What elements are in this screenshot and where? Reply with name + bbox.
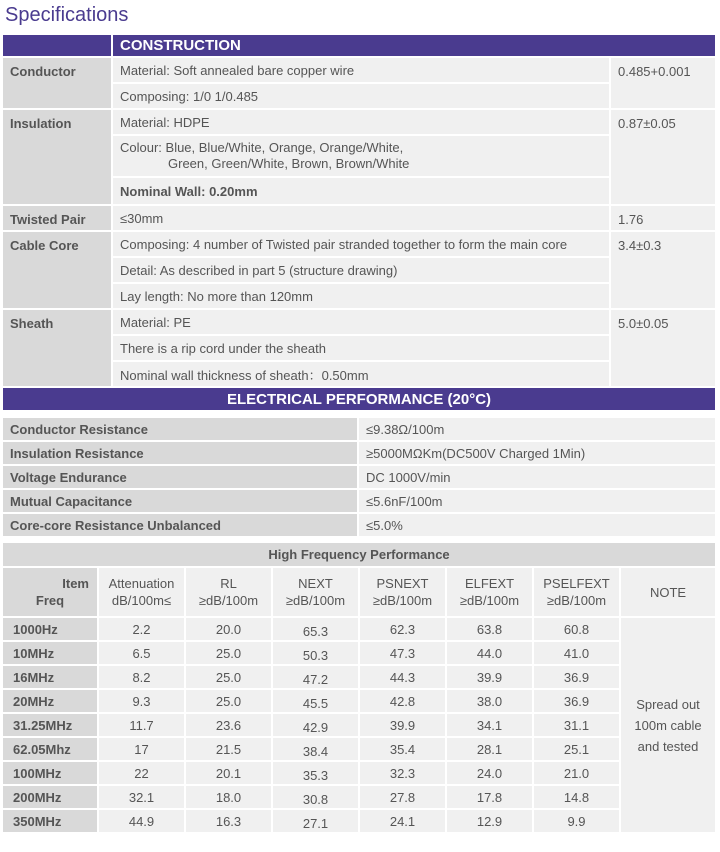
item-freq-header: Item Freq (3, 568, 99, 618)
value-cell: 28.1 (447, 738, 534, 762)
value-cell: 38.4 (273, 738, 360, 762)
cable-core-detail: Detail: As described in part 5 (structure drawing) (113, 258, 611, 284)
value-cell: 65.3 (273, 618, 360, 642)
elec-label: Core-core Resistance Unbalanced (3, 514, 359, 538)
col-header-pselfext: PSELFEXT ≥dB/100m (534, 568, 621, 618)
value-cell: 32.3 (360, 762, 447, 786)
value-cell: 35.4 (360, 738, 447, 762)
freq-cell: 16MHz (3, 666, 99, 690)
value-cell: 23.6 (186, 714, 273, 738)
value-cell: 9.3 (99, 690, 186, 714)
table-row (3, 810, 717, 834)
value-cell: 14.8 (534, 786, 621, 810)
freq-cell: 20MHz (3, 690, 99, 714)
cable-core-lay-length: Lay length: No more than 120mm (113, 284, 611, 310)
value-cell: 20.1 (186, 762, 273, 786)
table-row (3, 690, 717, 714)
page-title: Specifications (5, 4, 129, 26)
value-cell: 12.9 (447, 810, 534, 834)
row-label-conductor: Conductor (3, 58, 113, 110)
value-cell: 24.1 (360, 810, 447, 834)
value-cell: 17 (99, 738, 186, 762)
value-cell: 6.5 (99, 642, 186, 666)
value-cell: 21.0 (534, 762, 621, 786)
electrical-table (3, 418, 717, 538)
conductor-material: Material: Soft annealed bare copper wire (113, 58, 611, 84)
freq-cell: 31.25MHz (3, 714, 99, 738)
table-row (3, 738, 717, 762)
col-header-attenuation: Attenuation dB/100m≤ (99, 568, 186, 618)
row-label-sheath: Sheath (3, 310, 113, 388)
note-cell: Spread out 100m cable and tested (621, 618, 717, 834)
hf-header: High Frequency Performance (3, 543, 717, 568)
high-frequency-table (3, 543, 717, 834)
elec-label: Conductor Resistance (3, 418, 359, 442)
value-cell: 41.0 (534, 642, 621, 666)
value-cell: 35.3 (273, 762, 360, 786)
elec-label: Voltage Endurance (3, 466, 359, 490)
value-cell: 17.8 (447, 786, 534, 810)
row-label-insulation: Insulation (3, 110, 113, 206)
insulation-value: 0.87±0.05 (611, 110, 717, 206)
table-row (3, 642, 717, 666)
col-header-elfext: ELFEXT ≥dB/100m (447, 568, 534, 618)
value-cell: 45.5 (273, 690, 360, 714)
hf-body (3, 618, 717, 834)
elec-value: ≤9.38Ω/100m (359, 418, 717, 442)
sheath-value: 5.0±0.05 (611, 310, 717, 388)
conductor-composing: Composing: 1/0 1/0.485 (113, 84, 611, 110)
value-cell: 9.9 (534, 810, 621, 834)
value-cell: 44.0 (447, 642, 534, 666)
electrical-header: ELECTRICAL PERFORMANCE (20°C) (3, 388, 717, 412)
value-cell: 25.0 (186, 690, 273, 714)
value-cell: 39.9 (447, 666, 534, 690)
insulation-nominal-wall: Nominal Wall: 0.20mm (113, 178, 611, 206)
value-cell: 38.0 (447, 690, 534, 714)
value-cell: 32.1 (99, 786, 186, 810)
insulation-colour: Colour: Blue, Blue/White, Orange, Orange/White, Green, Green/White, Brown, Brown/White (113, 136, 611, 178)
elec-label: Insulation Resistance (3, 442, 359, 466)
value-cell: 24.0 (447, 762, 534, 786)
elec-value: ≥5000MΩKm(DC500V Charged 1Min) (359, 442, 717, 466)
twisted-pair-value: 1.76 (611, 206, 717, 232)
value-cell: 36.9 (534, 690, 621, 714)
value-cell: 42.9 (273, 714, 360, 738)
sheath-rip-cord: There is a rip cord under the sheath (113, 336, 611, 362)
value-cell: 25.0 (186, 642, 273, 666)
table-row (3, 762, 717, 786)
sheath-material: Material: PE (113, 310, 611, 336)
value-cell: 25.1 (534, 738, 621, 762)
value-cell: 8.2 (99, 666, 186, 690)
freq-cell: 10MHz (3, 642, 99, 666)
table-row (3, 786, 717, 810)
elec-value: ≤5.6nF/100m (359, 490, 717, 514)
freq-cell: 200MHz (3, 786, 99, 810)
value-cell: 50.3 (273, 642, 360, 666)
freq-cell: 100MHz (3, 762, 99, 786)
conductor-value: 0.485+0.001 (611, 58, 717, 110)
cable-core-composing: Composing: 4 number of Twisted pair stranded together to form the main core (113, 232, 611, 258)
value-cell: 20.0 (186, 618, 273, 642)
value-cell: 27.8 (360, 786, 447, 810)
value-cell: 21.5 (186, 738, 273, 762)
value-cell: 44.3 (360, 666, 447, 690)
construction-table (3, 35, 717, 412)
col-header-psnext: PSNEXT ≥dB/100m (360, 568, 447, 618)
row-label-cable-core: Cable Core (3, 232, 113, 310)
value-cell: 27.1 (273, 810, 360, 834)
value-cell: 18.0 (186, 786, 273, 810)
value-cell: 16.3 (186, 810, 273, 834)
construction-header: CONSTRUCTION (113, 35, 717, 58)
freq-cell: 62.05Mhz (3, 738, 99, 762)
table-row (3, 618, 717, 642)
freq-cell: 1000Hz (3, 618, 99, 642)
col-header-rl: RL ≥dB/100m (186, 568, 273, 618)
freq-cell: 350MHz (3, 810, 99, 834)
value-cell: 31.1 (534, 714, 621, 738)
value-cell: 25.0 (186, 666, 273, 690)
insulation-material: Material: HDPE (113, 110, 611, 136)
value-cell: 22 (99, 762, 186, 786)
elec-value: ≤5.0% (359, 514, 717, 538)
col-header-next: NEXT ≥dB/100m (273, 568, 360, 618)
value-cell: 60.8 (534, 618, 621, 642)
elec-label: Mutual Capacitance (3, 490, 359, 514)
value-cell: 44.9 (99, 810, 186, 834)
value-cell: 47.3 (360, 642, 447, 666)
value-cell: 30.8 (273, 786, 360, 810)
table-row (3, 666, 717, 690)
value-cell: 39.9 (360, 714, 447, 738)
col-header-note: NOTE (621, 568, 717, 618)
twisted-pair-text: ≤30mm (113, 206, 611, 232)
value-cell: 36.9 (534, 666, 621, 690)
elec-value: DC 1000V/min (359, 466, 717, 490)
value-cell: 47.2 (273, 666, 360, 690)
table-row (3, 714, 717, 738)
value-cell: 63.8 (447, 618, 534, 642)
value-cell: 2.2 (99, 618, 186, 642)
sheath-wall-thickness: Nominal wall thickness of sheath：0.50mm (113, 362, 611, 388)
value-cell: 11.7 (99, 714, 186, 738)
value-cell: 62.3 (360, 618, 447, 642)
row-label-twisted-pair: Twisted Pair (3, 206, 113, 232)
value-cell: 34.1 (447, 714, 534, 738)
value-cell: 42.8 (360, 690, 447, 714)
cable-core-value: 3.4±0.3 (611, 232, 717, 310)
